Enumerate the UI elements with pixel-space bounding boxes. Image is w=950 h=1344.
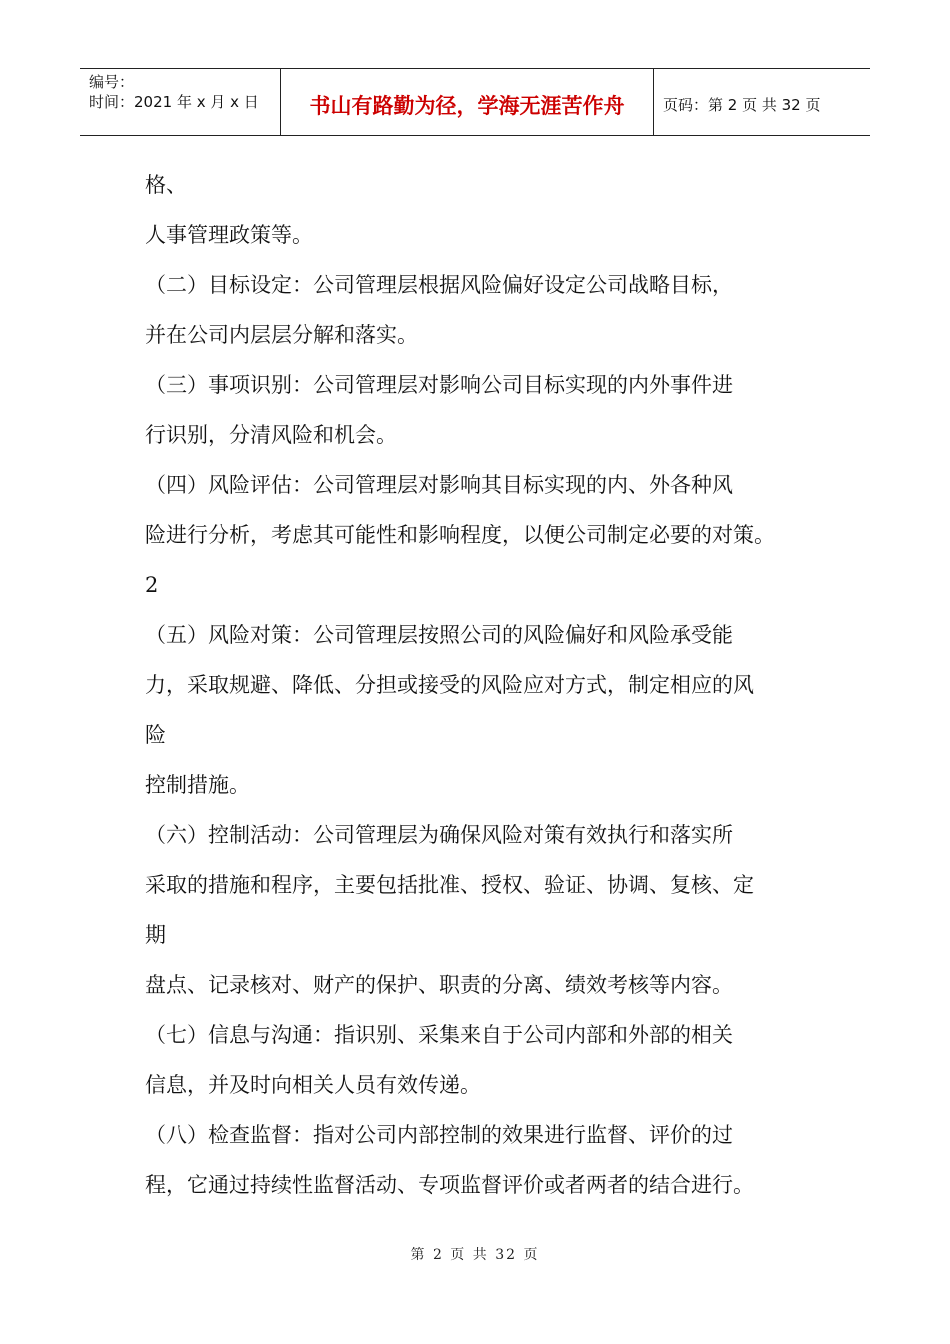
document-header — [80, 68, 870, 136]
header-page-info: 页码：第 2 页 共 32 页 — [663, 95, 821, 114]
header-motto: 书山有路勤为径，学海无涯苦作舟 — [309, 94, 625, 118]
header-motto-cell — [281, 69, 654, 135]
text-line: 险进行分析，考虑其可能性和影响程度，以便公司制定必要的对策。 — [145, 523, 775, 547]
text-line: 程，它通过持续性监督活动、专项监督评价或者两者的结合进行。 — [145, 1173, 754, 1197]
document-number-label: 编号： — [89, 73, 135, 91]
header-meta-cell — [80, 69, 281, 135]
text-line: 格、 — [145, 173, 187, 197]
footer-page-number: 第 2 页 共 32 页 — [410, 1247, 540, 1263]
document-date-label: 时间：2021 年 x 月 x 日 — [89, 93, 259, 111]
text-line: （七）信息与沟通：指识别、采集来自于公司内部和外部的相关 — [145, 1023, 733, 1047]
text-line: 2 — [145, 573, 159, 597]
text-line: （二）目标设定：公司管理层根据风险偏好设定公司战略目标， — [145, 273, 733, 297]
text-line: 人事管理政策等。 — [145, 223, 313, 247]
text-line: 信息，并及时向相关人员有效传递。 — [145, 1073, 481, 1097]
text-line: 期 — [145, 923, 166, 947]
text-line: 力，采取规避、降低、分担或接受的风险应对方式，制定相应的风 — [145, 673, 754, 697]
text-line: 采取的措施和程序，主要包括批准、授权、验证、协调、复核、定 — [145, 873, 754, 897]
text-line: 并在公司内层层分解和落实。 — [145, 323, 418, 347]
text-line: （三）事项识别：公司管理层对影响公司目标实现的内外事件进 — [145, 373, 733, 397]
text-line: （八）检查监督：指对公司内部控制的效果进行监督、评价的过 — [145, 1123, 733, 1147]
page-footer — [0, 1244, 950, 1264]
text-line: （五）风险对策：公司管理层按照公司的风险偏好和风险承受能 — [145, 623, 733, 647]
text-line: 险 — [145, 723, 166, 747]
text-line: （六）控制活动：公司管理层为确保风险对策有效执行和落实所 — [145, 823, 733, 847]
document-body — [145, 160, 825, 1210]
text-line: （四）风险评估：公司管理层对影响其目标实现的内、外各种风 — [145, 473, 733, 497]
text-line: 行识别，分清风险和机会。 — [145, 423, 397, 447]
header-page-cell — [654, 69, 870, 135]
text-line: 控制措施。 — [145, 773, 250, 797]
text-line: 盘点、记录核对、财产的保护、职责的分离、绩效考核等内容。 — [145, 973, 733, 997]
